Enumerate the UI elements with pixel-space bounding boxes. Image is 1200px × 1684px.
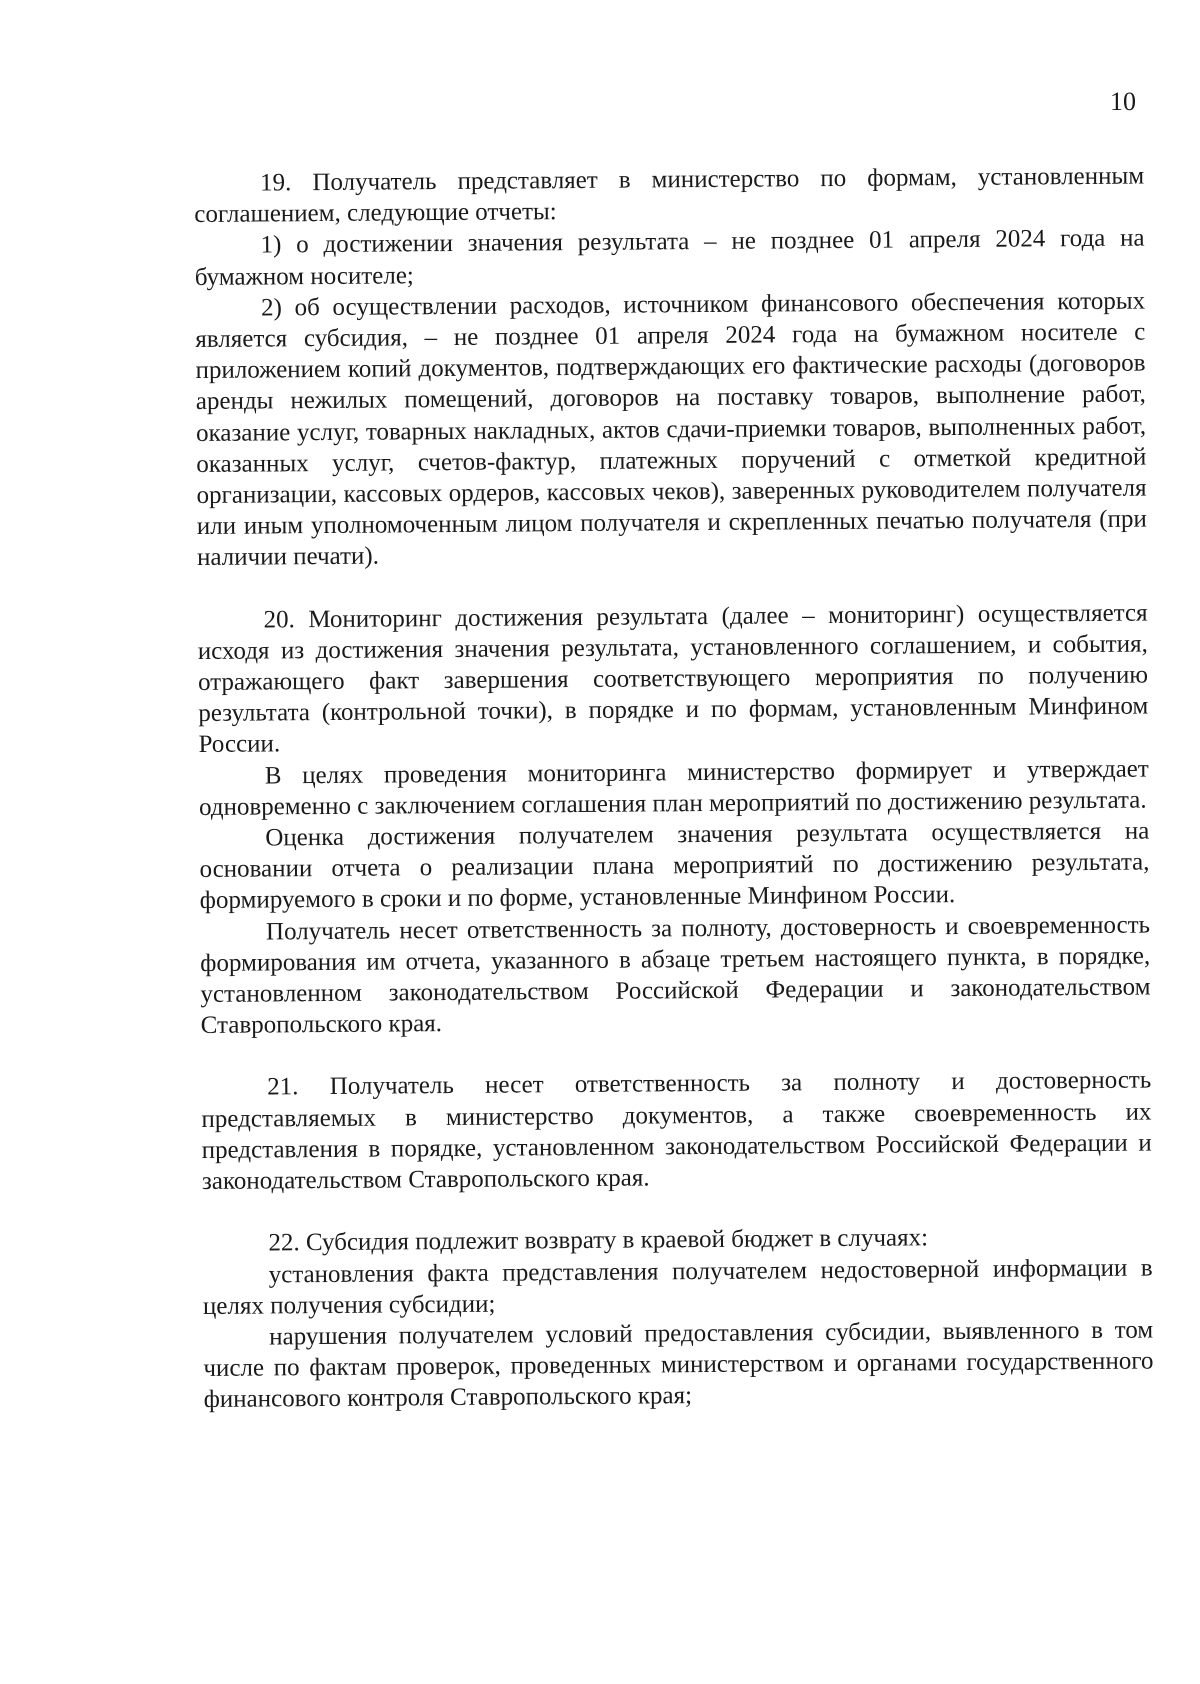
paragraph-22-case-2: нарушения получателем условий предоставления субсидии, выявленного в том числе по фактам проверок, проведенных министерством и органами государственного финансового контроля Ставропольского края; <box>203 1316 1154 1414</box>
document-body <box>194 161 1154 1416</box>
paragraph-22-case-1: установления факта представления получателем недостоверной информации в целях получения субсидии; <box>202 1254 1153 1320</box>
paragraph-19-item-2: 2) об осуществлении расходов, источником финансового обеспечения которых является субсидия, – не позднее 01 апреля 2024 года на бумажном носителе с приложением копий документов, подтверждающих его фактические расходы (договоров аренды нежилых помещений, договоров на поставку товаров, выполнение работ, оказание услуг, товарных накладных, актов сдачи-приемки товаров, выполненных работ, оказанных услуг, счетов-фактур, платежных поручений с отметкой кредитной организации, кассовых ордеров, кассовых чеков), заверенных руководителем получателя или иным уполномоченным лицом получателя и скрепленных печатью получателя (при наличии печати). <box>195 287 1147 572</box>
paragraph-20-evaluation: Оценка достижения получателем значения результата осуществляется на основании отчета о реализации плана мероприятий по достижению результата, формируемого в сроки и по форме, установленные Минфином России. <box>199 817 1150 915</box>
paragraph-20-intro: 20. Мониторинг достижения результата (далее – мониторинг) осуществляется исходя из достижения значения результата, установленного соглашением, и события, отражающего факт завершения соответствующего мероприятия по получению результата (контрольной точки), в порядке и по формам, установленным Минфином России. <box>197 599 1149 759</box>
paragraph-20-monitoring-plan: В целях проведения мониторинга министерство формирует и утверждает одновременно с заключением соглашения план мероприятий по достижению результата. <box>198 755 1149 821</box>
paragraph-21: 21. Получатель несет ответственность за полноту и достоверность представляемых в министерство документов, а также своевременность их представления в порядке, установленном законодательством Российской Федерации и законодательством Ставропольского края. <box>201 1066 1152 1196</box>
page-number: 10 <box>1110 87 1136 116</box>
paragraph-19-item-1: 1) о достижении значения результата – не позднее 01 апреля 2024 года на бумажном носителе; <box>194 224 1145 291</box>
paragraph-19-intro: 19. Получатель представляет в министерство по формам, установленным соглашением, следующие отчеты: <box>194 162 1145 229</box>
paragraph-22-intro: 22. Субсидия подлежит возврату в краевой бюджет в случаях: <box>268 1224 929 1257</box>
paragraph-20-responsibility: Получатель несет ответственность за полноту, достоверность и своевременность формирования им отчета, указанного в абзаце третьем настоящего пункта, в порядке, установленном законодательством Российской Федерации и законодательством Ставропольского края. <box>200 911 1151 1040</box>
